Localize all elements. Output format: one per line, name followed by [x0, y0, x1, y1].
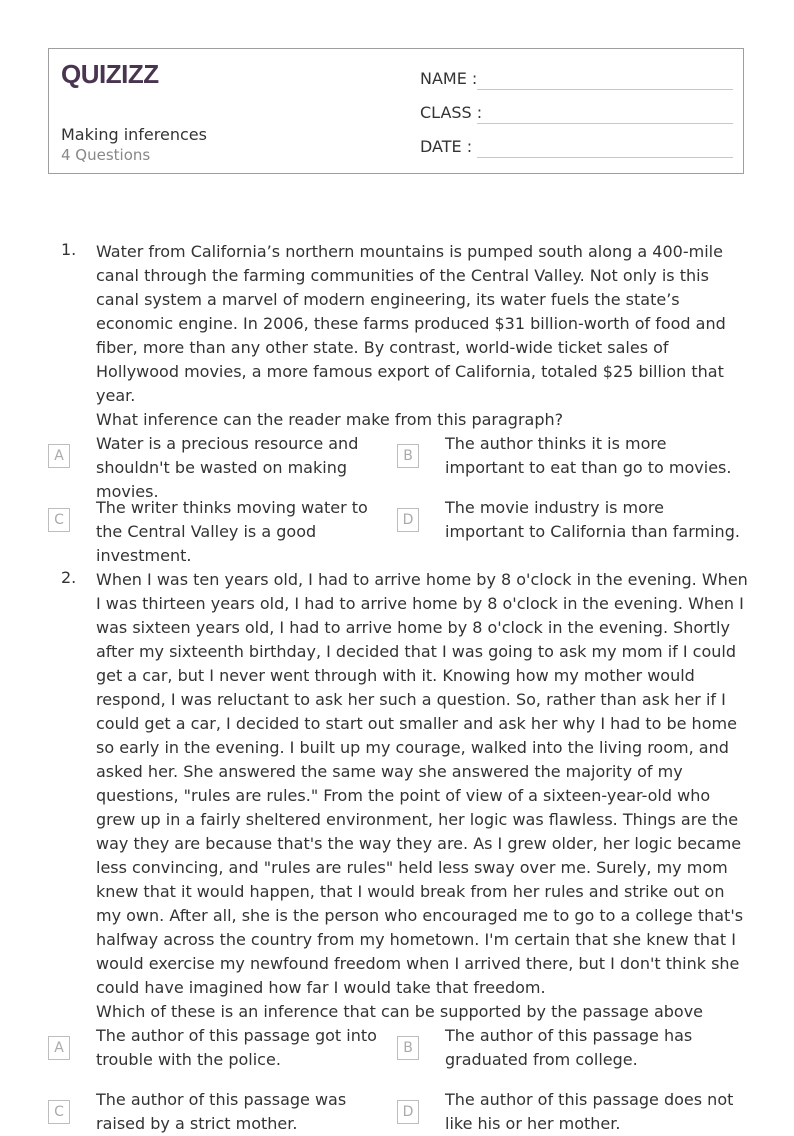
question-number: 1.	[61, 240, 77, 259]
class-line	[477, 123, 733, 124]
option-text: The author of this passage got into trouble with the police.	[96, 1026, 377, 1069]
passage: Water from California’s northern mountains is pumped south along a 400-mile canal through the farming communities of the Central Valley. Not only is this canal system a marvel of modern engineering, its water fuels the state’s economic engine. In 2006, these farms produced $31 billion-worth of food and fiber, more than any other state. By contrast, world-wide ticket sales of Hollywood movies, a more famous export of California, totaled $25 billion that year.	[96, 242, 726, 405]
option-text: Water is a precious resource and shouldn't be wasted on making movies.	[96, 434, 359, 501]
worksheet-title: Making inferences	[61, 125, 207, 144]
passage: When I was ten years old, I had to arrive home by 8 o'clock in the evening. When I was thirteen years old, I had to arrive home by 8 o'clock in the evening. When I was sixteen years old, I had to arrive home by 8 o'clock in the evening. Shortly after my sixteenth birthday, I decided that I was going to ask my mom if I could get a car, but I never went through with it. Knowing how my mother would respond, I was reluctant to ask her such a question. So, rather than ask her if I could get a car, I decided to start out smaller and ask her why I had to be home so early in the evening. I built up my courage, walked into the living room, and asked her. She answered the same way she answered the majority of my questions, "rules are rules." From the point of view of a sixteen-year-old who grew up in a fairly sheltered environment, her logic was flawless. Things are the way they are because that's the way they are. As I grew older, her logic became less convincing, and "rules are rules" held less sway over me. Surely, my mom knew that it would happen, that I would break from her rules and strike out on my own. After all, she is the person who encouraged me to go to a college that's halfway across the country from my hometown. I'm certain that she knew that I would exercise my newfound freedom when I arrived there, but I don't think she could have imagined how far I would take that freedom.	[96, 570, 748, 997]
question-prompt: Which of these is an inference that can be supported by the passage above	[96, 1002, 704, 1021]
date-label: DATE :	[420, 137, 473, 156]
question-text	[96, 568, 750, 1024]
option-letter: C	[48, 1100, 70, 1124]
question-count: 4 Questions	[61, 146, 151, 164]
name-line	[477, 89, 733, 90]
option-letter: D	[397, 1100, 419, 1124]
question-text	[96, 240, 750, 432]
date-line	[477, 157, 733, 158]
option-text: The movie industry is more important to California than farming.	[445, 498, 740, 541]
question-prompt: What inference can the reader make from this paragraph?	[96, 410, 564, 429]
option-text: The author of this passage has graduated from college.	[445, 1026, 693, 1069]
option-text: The author of this passage does not like his or her mother.	[445, 1090, 734, 1133]
question-number: 2.	[61, 568, 77, 587]
option-letter: B	[397, 444, 419, 468]
class-label: CLASS :	[420, 103, 483, 122]
option-letter: A	[48, 444, 70, 468]
option-text: The writer thinks moving water to the Central Valley is a good investment.	[96, 498, 368, 565]
option-letter: A	[48, 1036, 70, 1060]
option-letter: C	[48, 508, 70, 532]
quizizz-logo: QUIZIZZ	[61, 59, 159, 89]
option-text: The author of this passage was raised by a strict mother.	[96, 1090, 347, 1133]
worksheet-header	[48, 48, 744, 174]
name-label: NAME :	[420, 69, 478, 88]
option-letter: B	[397, 1036, 419, 1060]
option-text: The author thinks it is more important to eat than go to movies.	[445, 434, 732, 477]
option-letter: D	[397, 508, 419, 532]
